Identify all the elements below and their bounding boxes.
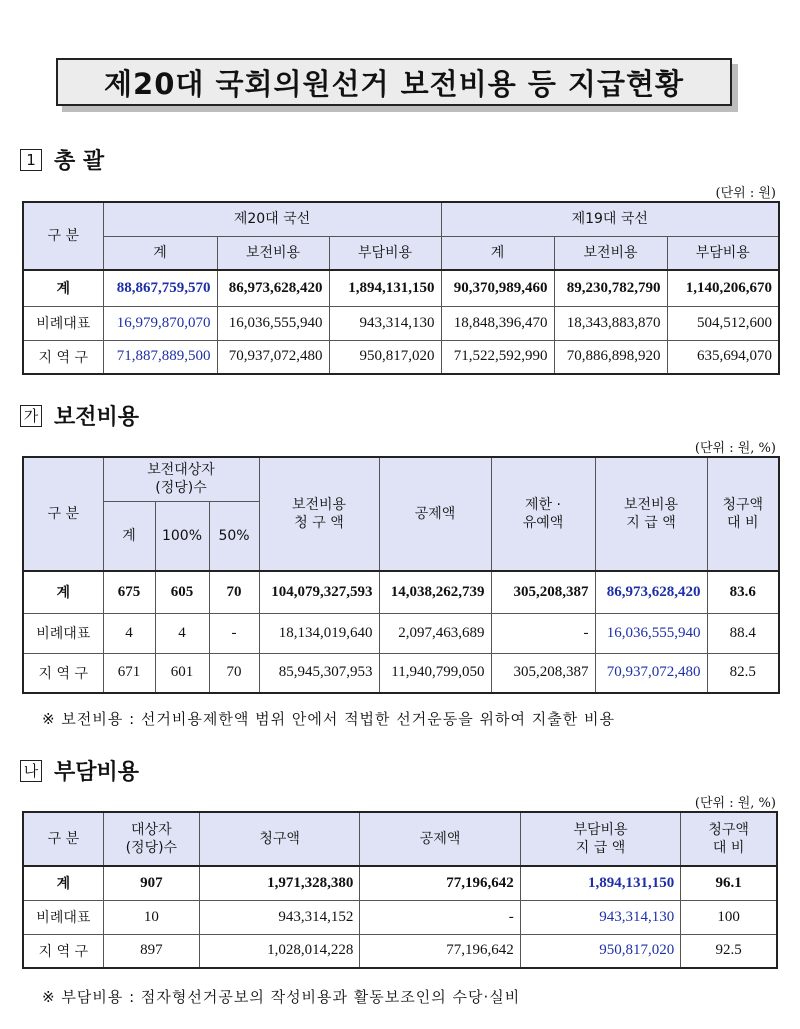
cell: 305,208,387 [491, 653, 595, 693]
table-row [23, 866, 777, 900]
cell: - [491, 613, 595, 653]
cell: 1,140,206,670 [667, 270, 779, 306]
row-label: 계 [23, 866, 103, 900]
reimbursement-table [22, 456, 780, 694]
header-20th: 제20대 국선 [103, 202, 441, 236]
section-marker: 1 [20, 149, 42, 171]
cell: 70 [209, 571, 259, 613]
cell: 100 [681, 900, 777, 934]
cell: 70,937,072,480 [595, 653, 707, 693]
cell: 70 [209, 653, 259, 693]
cell: 77,196,642 [360, 934, 520, 968]
cell: 104,079,327,593 [259, 571, 379, 613]
header-category: 구 분 [23, 812, 103, 866]
cell: 18,343,883,870 [554, 306, 667, 340]
cell: 897 [103, 934, 199, 968]
section-title: 보전비용 [54, 405, 140, 430]
header-ratio: 청구액 대 비 [681, 812, 777, 866]
cell: 943,314,130 [520, 900, 680, 934]
header-total: 계 [103, 236, 217, 270]
cell: 943,314,152 [199, 900, 359, 934]
table-row [23, 653, 779, 693]
cell: 86,973,628,420 [217, 270, 329, 306]
footnote: ※ 부담비용 : 점자형선거공보의 작성비용과 활동보조인의 수당·실비 [42, 988, 521, 1006]
section-marker: 가 [20, 405, 42, 427]
unit-label: (단위 : 원, %) [694, 441, 776, 456]
summary-table [22, 201, 780, 375]
row-label: 계 [23, 571, 103, 613]
header-total: 계 [103, 501, 155, 571]
section-marker: 나 [20, 760, 42, 782]
cell: 89,230,782,790 [554, 270, 667, 306]
cell: 1,894,131,150 [329, 270, 441, 306]
cell: 1,971,328,380 [199, 866, 359, 900]
cell: 605 [155, 571, 209, 613]
cell: 86,973,628,420 [595, 571, 707, 613]
cell: 88,867,759,570 [103, 270, 217, 306]
cell: 82.5 [707, 653, 779, 693]
header-deduct: 공제액 [379, 457, 491, 571]
cell: 601 [155, 653, 209, 693]
cell: 950,817,020 [329, 340, 441, 374]
cell: - [209, 613, 259, 653]
header-limit: 제한 · 유예액 [491, 457, 595, 571]
row-label: 지 역 구 [23, 340, 103, 374]
cell: 18,134,019,640 [259, 613, 379, 653]
row-label: 비례대표 [23, 306, 103, 340]
cell: 14,038,262,739 [379, 571, 491, 613]
header-claim: 보전비용 청 구 액 [259, 457, 379, 571]
cell: 635,694,070 [667, 340, 779, 374]
cell: 4 [103, 613, 155, 653]
page-title: 제20대 국회의원선거 보전비용 등 지급현황 [56, 58, 732, 106]
header-reimb: 보전비용 [217, 236, 329, 270]
cell: 16,979,870,070 [103, 306, 217, 340]
cell: 16,036,555,940 [595, 613, 707, 653]
cell: 83.6 [707, 571, 779, 613]
cell: 71,887,889,500 [103, 340, 217, 374]
header-ratio: 청구액 대 비 [707, 457, 779, 571]
cell: 70,937,072,480 [217, 340, 329, 374]
cell: - [360, 900, 520, 934]
table-row [23, 270, 779, 306]
cell: 88.4 [707, 613, 779, 653]
table-row [23, 900, 777, 934]
row-label: 지 역 구 [23, 653, 103, 693]
cell: 96.1 [681, 866, 777, 900]
header-deduct: 공제액 [360, 812, 520, 866]
cell: 1,894,131,150 [520, 866, 680, 900]
cell: 4 [155, 613, 209, 653]
cell: 504,512,600 [667, 306, 779, 340]
table-row [23, 306, 779, 340]
header-category: 구 분 [23, 202, 103, 270]
section-burden-heading [20, 755, 139, 786]
row-label: 비례대표 [23, 613, 103, 653]
table-row [23, 571, 779, 613]
section-reimbursement-heading [20, 400, 139, 431]
cell: 675 [103, 571, 155, 613]
section-summary-heading [20, 144, 104, 175]
cell: 18,848,396,470 [441, 306, 554, 340]
table-row [23, 934, 777, 968]
cell: 77,196,642 [360, 866, 520, 900]
footnote: ※ 보전비용 : 선거비용제한액 범위 안에서 적법한 선거운동을 위하여 지출한 비용 [42, 710, 615, 728]
cell: 11,940,799,050 [379, 653, 491, 693]
header-targets: 대상자 (정당)수 [103, 812, 199, 866]
cell: 1,028,014,228 [199, 934, 359, 968]
cell: 950,817,020 [520, 934, 680, 968]
unit-label: (단위 : 원) [715, 186, 776, 201]
row-label: 지 역 구 [23, 934, 103, 968]
cell: 71,522,592,990 [441, 340, 554, 374]
header-50: 50% [209, 501, 259, 571]
table-row [23, 340, 779, 374]
header-paid: 보전비용 지 급 액 [595, 457, 707, 571]
header-100: 100% [155, 501, 209, 571]
row-label: 비례대표 [23, 900, 103, 934]
cell: 85,945,307,953 [259, 653, 379, 693]
cell: 70,886,898,920 [554, 340, 667, 374]
row-label: 계 [23, 270, 103, 306]
header-total: 계 [441, 236, 554, 270]
cell: 2,097,463,689 [379, 613, 491, 653]
cell: 92.5 [681, 934, 777, 968]
header-burden: 부담비용 [329, 236, 441, 270]
cell: 305,208,387 [491, 571, 595, 613]
header-burden: 부담비용 [667, 236, 779, 270]
section-title: 총 괄 [54, 149, 105, 174]
cell: 907 [103, 866, 199, 900]
header-targets: 보전대상자 (정당)수 [103, 457, 259, 501]
header-reimb: 보전비용 [554, 236, 667, 270]
cell: 943,314,130 [329, 306, 441, 340]
header-claim: 청구액 [199, 812, 359, 866]
cell: 10 [103, 900, 199, 934]
title-banner [56, 58, 736, 112]
cell: 90,370,989,460 [441, 270, 554, 306]
unit-label: (단위 : 원, %) [694, 796, 776, 811]
cell: 16,036,555,940 [217, 306, 329, 340]
cell: 671 [103, 653, 155, 693]
section-title: 부담비용 [54, 760, 140, 785]
burden-table [22, 811, 778, 969]
table-row [23, 613, 779, 653]
header-category: 구 분 [23, 457, 103, 571]
header-paid: 부담비용 지 급 액 [520, 812, 680, 866]
header-19th: 제19대 국선 [441, 202, 779, 236]
